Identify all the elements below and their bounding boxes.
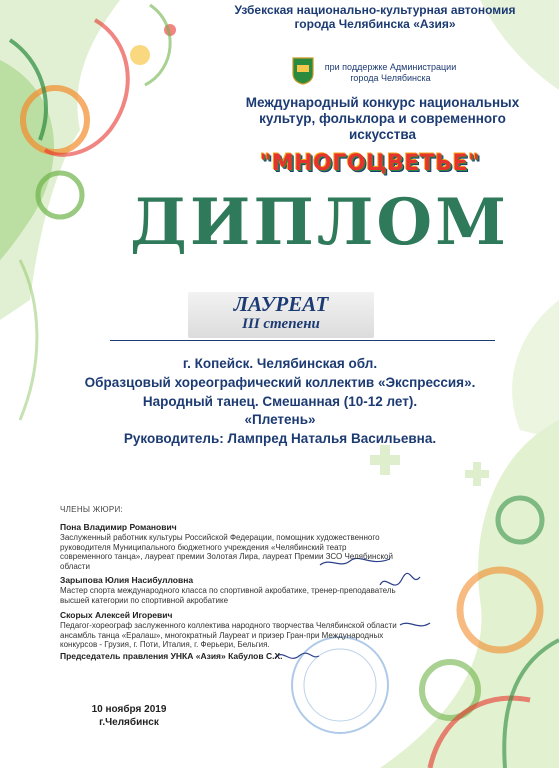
contest-name: "МНОГОЦВЕТЬЕ" bbox=[259, 151, 481, 176]
contest-title: Международный конкурс национальных культур, фольклора и современного искусства bbox=[245, 95, 520, 142]
support-note: при поддержке Администрации города Челябинска bbox=[324, 62, 457, 83]
award-title: ЛАУРЕАТ bbox=[233, 292, 329, 316]
jury-member-desc: Мастер спорта международного класса по спортивной акробатике, тренер-преподаватель высшей категории по спортивной акробатике bbox=[60, 586, 396, 605]
diploma-title: ДИПЛОМ bbox=[130, 185, 509, 260]
chairman-line: Председатель правления УНКА «Азия» Кабулов С.Х. bbox=[60, 651, 283, 661]
issue-date: 10 ноября 2019 bbox=[91, 704, 167, 715]
jury-member-name: Пона Владимир Романович bbox=[60, 522, 177, 532]
recipient-category: Народный танец. Смешанная (10-12 лет). bbox=[142, 394, 418, 409]
chelyabinsk-coat-of-arms-icon bbox=[292, 57, 314, 85]
issue-place: г.Челябинск bbox=[99, 717, 159, 728]
jury-member-desc: Педагог-хореограф заслуженного коллектива народного творчества Челябинской области ансамбль танца «Ералаш», многократный Лауреат и призер Гран-при Международных конкурсов - Грузия, г. Поти, Италия, г. Ферьери, Бельгия. bbox=[60, 621, 397, 649]
organizer-name: Узбекская национально-культурная автономия города Челябинска «Азия» bbox=[234, 3, 516, 31]
recipient-leader: Руководитель: Лампред Наталья Васильевна. bbox=[123, 431, 437, 446]
jury-heading: ЧЛЕНЫ ЖЮРИ: bbox=[60, 505, 124, 514]
jury-member-name: Скорых Алексей Игоревич bbox=[60, 610, 173, 620]
recipient-collective: Образцовый хореографический коллектив «Экспрессия». bbox=[84, 375, 476, 390]
divider bbox=[110, 340, 495, 341]
jury-member-desc: Заслуженный работник культуры Российской Федерации, помощник художественного руководителя Муниципального бюджетного учреждения «Челябинский театр современного танца», лауреат премии Золотая Лира, лауреат Премии ЗСО Челябинской области bbox=[60, 533, 393, 571]
issue-date-block bbox=[84, 703, 174, 729]
award-degree: III степени bbox=[242, 316, 320, 332]
jury-member-name: Зарыпова Юлия Насибулловна bbox=[60, 575, 194, 585]
recipient-piece: «Плетень» bbox=[244, 412, 316, 427]
recipient-city: г. Копейск. Челябинская обл. bbox=[182, 356, 378, 371]
